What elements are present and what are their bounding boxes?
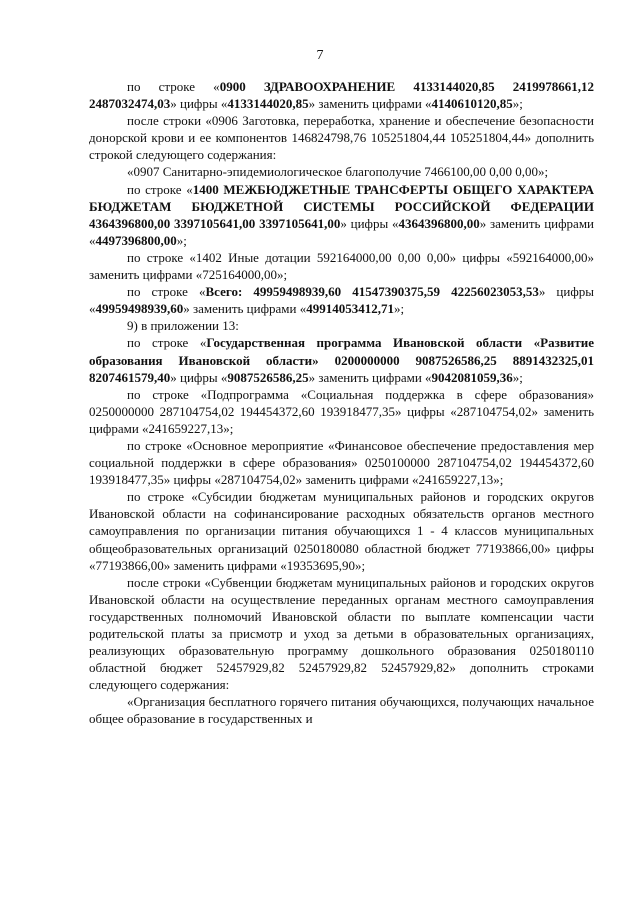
text-run: » цифры « bbox=[170, 96, 228, 112]
paragraph bbox=[89, 437, 594, 488]
paragraph bbox=[89, 163, 594, 180]
paragraph bbox=[89, 334, 594, 385]
bold-text: Государственная программа Ивановской области «Развитие образования Ивановской области» 0200000000 9087526586,25 8891432325,01 8207461579,40 bbox=[89, 335, 594, 385]
bold-text: Всего: 49959498939,60 41547390375,59 42256023053,53 bbox=[205, 284, 539, 300]
text-run: по строке « bbox=[127, 181, 193, 197]
bold-text: 9087526586,25 bbox=[227, 369, 309, 385]
page-number: 7 bbox=[316, 48, 324, 63]
bold-text: 0900 ЗДРАВООХРАНЕНИЕ 4133144020,85 2419978661,12 2487032474,03 bbox=[89, 79, 594, 112]
text-run: » заменить цифрами « bbox=[183, 301, 307, 317]
text-run: по строке «Основное мероприятие «Финансовое обеспечение предоставления мер социальной поддержки в сфере образования» 0250100000 287104754,02 194454372,60 193918477,35» цифры «287104754,02» заменить цифрами «241659227,13»; bbox=[89, 437, 594, 488]
text-run: » заменить цифрами « bbox=[308, 369, 432, 385]
bold-text: 4497396800,00 bbox=[95, 232, 177, 248]
text-run: » заменить цифрами « bbox=[308, 96, 432, 112]
text-run: » цифры « bbox=[170, 369, 228, 385]
bold-text: 9042081059,36 bbox=[431, 369, 513, 385]
text-run: «0907 Санитарно-эпидемиологическое благополучие 7466100,00 0,00 0,00»; bbox=[127, 164, 549, 180]
paragraph bbox=[89, 317, 594, 334]
text-run: »; bbox=[176, 232, 187, 248]
bold-text: 4133144020,85 bbox=[227, 96, 309, 112]
paragraph bbox=[89, 574, 594, 694]
bold-text: 4140610120,85 bbox=[431, 96, 513, 112]
paragraph bbox=[89, 112, 594, 163]
text-run: по строке «1402 Иные дотации 592164000,00 0,00 0,00» цифры «592164000,00» заменить цифрами «725164000,00»; bbox=[89, 249, 594, 283]
text-run: после строки «Субвенции бюджетам муниципальных районов и городских округов Ивановской области на осуществление переданных органам местного самоуправления государственных полномочий Ивановской области по выплате компенсации части родительской платы за присмотр и уход за детьми в образовательных организациях, реализующих образовательную программу дошкольного образования 0250180110 областной бюджет 52457929,82 52457929,82 52457929,82» дополнить строками следующего содержания: bbox=[89, 574, 594, 693]
paragraph bbox=[89, 488, 594, 573]
text-run: » цифры « bbox=[89, 284, 594, 317]
text-run: по строке « bbox=[127, 284, 206, 300]
text-run: «Организация бесплатного горячего питания обучающихся, получающих начальное общее образование в государственных и bbox=[89, 694, 594, 727]
text-run: »; bbox=[393, 301, 405, 317]
text-run: по строке «Подпрограмма «Социальная поддержка в сфере образования» 0250000000 287104754,02 194454372,60 193918477,35» цифры «287104754,02» заменить цифрами «241659227,13»; bbox=[89, 386, 594, 436]
document-body bbox=[89, 78, 594, 728]
paragraph bbox=[89, 249, 594, 283]
text-run: по строке « bbox=[127, 335, 207, 351]
bold-text: 49914053412,71 bbox=[306, 301, 394, 317]
paragraph bbox=[89, 78, 594, 112]
paragraph bbox=[89, 283, 594, 317]
text-run: » цифры « bbox=[340, 215, 399, 231]
text-run: »; bbox=[512, 369, 523, 385]
paragraph bbox=[89, 386, 594, 437]
bold-text: 1400 МЕЖБЮДЖЕТНЫЕ ТРАНСФЕРТЫ ОБЩЕГО ХАРАКТЕРА БЮДЖЕТАМ БЮДЖЕТНОЙ СИСТЕМЫ РОССИЙСКОЙ ФЕДЕРАЦИИ 4364396800,00 3397105641,00 3397105641,00 bbox=[89, 181, 594, 231]
text-run: »; bbox=[512, 96, 523, 112]
text-run: » заменить цифрами « bbox=[89, 215, 595, 248]
bold-text: 4364396800,00 bbox=[398, 215, 480, 231]
text-run: после строки «0906 Заготовка, переработка, хранение и обеспечение безопасности донорской крови и ее компонентов 146824798,76 105251804,44 105251804,44» дополнить строкой следующего содержания: bbox=[89, 113, 594, 163]
text-run: по строке «Субсидии бюджетам муниципальных районов и городских округов Ивановской области на софинансирование расходных обязательств органов местного самоуправления по организации питания обучающихся 1 - 4 классов муниципальных общеобразовательных организаций 0250180080 областной бюджет 77193866,00» цифры «77193866,00» заменить цифрами «19353695,90»; bbox=[89, 489, 594, 573]
bold-text: 49959498939,60 bbox=[95, 301, 184, 317]
text-run: по строке « bbox=[127, 79, 220, 94]
paragraph bbox=[89, 693, 594, 727]
paragraph bbox=[89, 181, 594, 249]
text-run: 9) в приложении 13: bbox=[127, 318, 239, 334]
